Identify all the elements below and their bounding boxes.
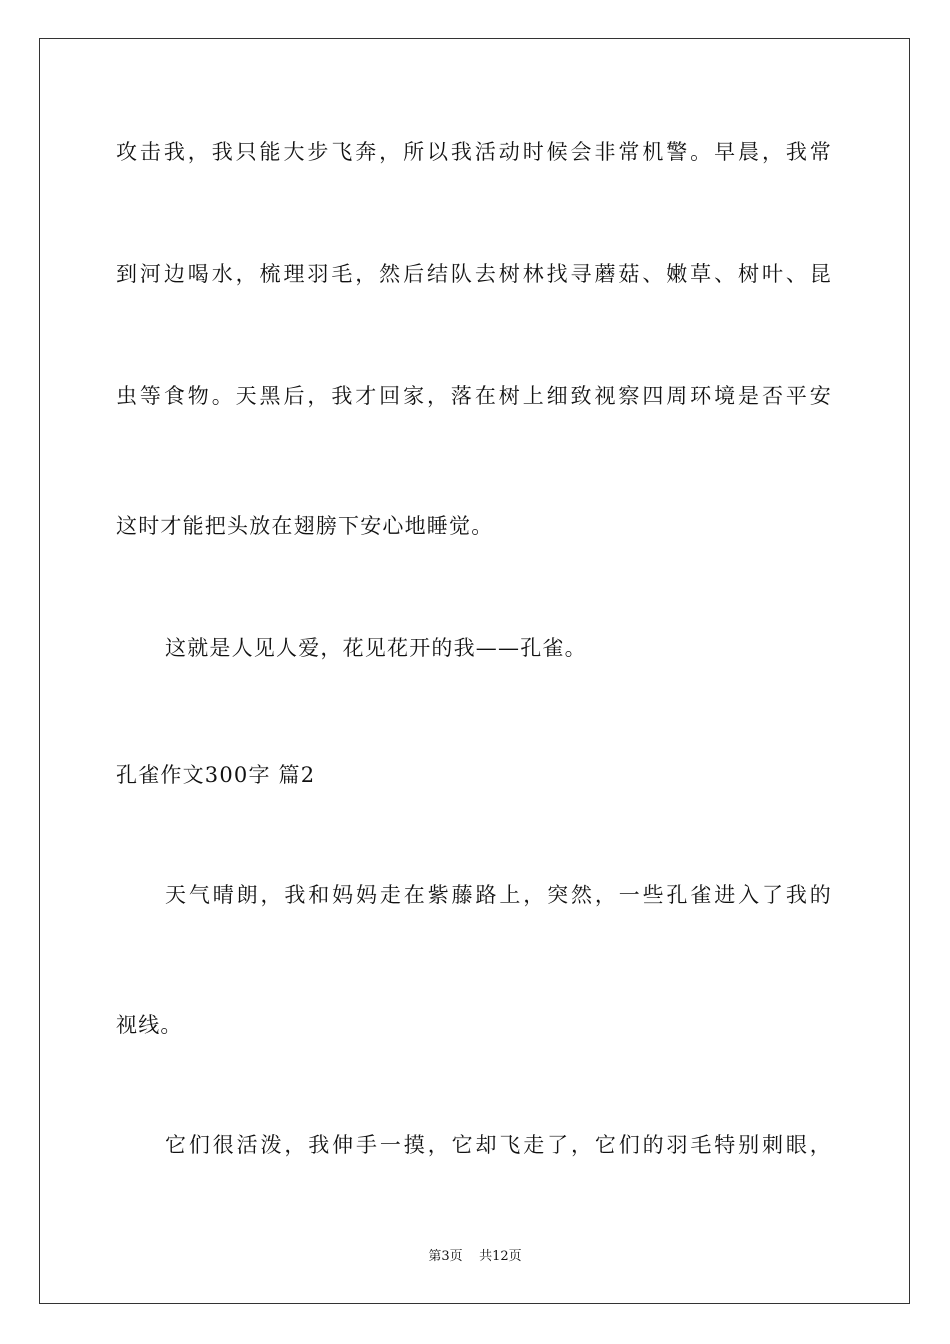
page-number-footer: 第3页 共12页 [428, 1249, 522, 1264]
paragraph-line-7: 视线。 [116, 1013, 183, 1037]
paragraph-line-4: 这时才能把头放在翅膀下安心地睡觉。 [116, 514, 494, 538]
paragraph-line-8: 它们很活泼，我伸手一摸，它却飞走了，它们的羽毛特别刺眼， [165, 1133, 832, 1157]
paragraph-line-3: 虫等食物。天黑后，我才回家，落在树上细致视察四周环境是否平安 [116, 384, 832, 408]
paragraph-line-6: 天气晴朗，我和妈妈走在紫藤路上，突然，一些孔雀进入了我的 [165, 883, 832, 907]
paragraph-line-1: 攻击我，我只能大步飞奔，所以我活动时候会非常机警。早晨，我常 [116, 140, 832, 164]
paragraph-line-2: 到河边喝水，梳理羽毛，然后结队去树林找寻蘑菇、嫩草、树叶、昆 [116, 262, 832, 286]
page-border [39, 38, 910, 1304]
paragraph-line-5: 这就是人见人爱，花见花开的我——孔雀。 [165, 636, 587, 660]
section-heading: 孔雀作文300字 篇2 [116, 763, 316, 787]
